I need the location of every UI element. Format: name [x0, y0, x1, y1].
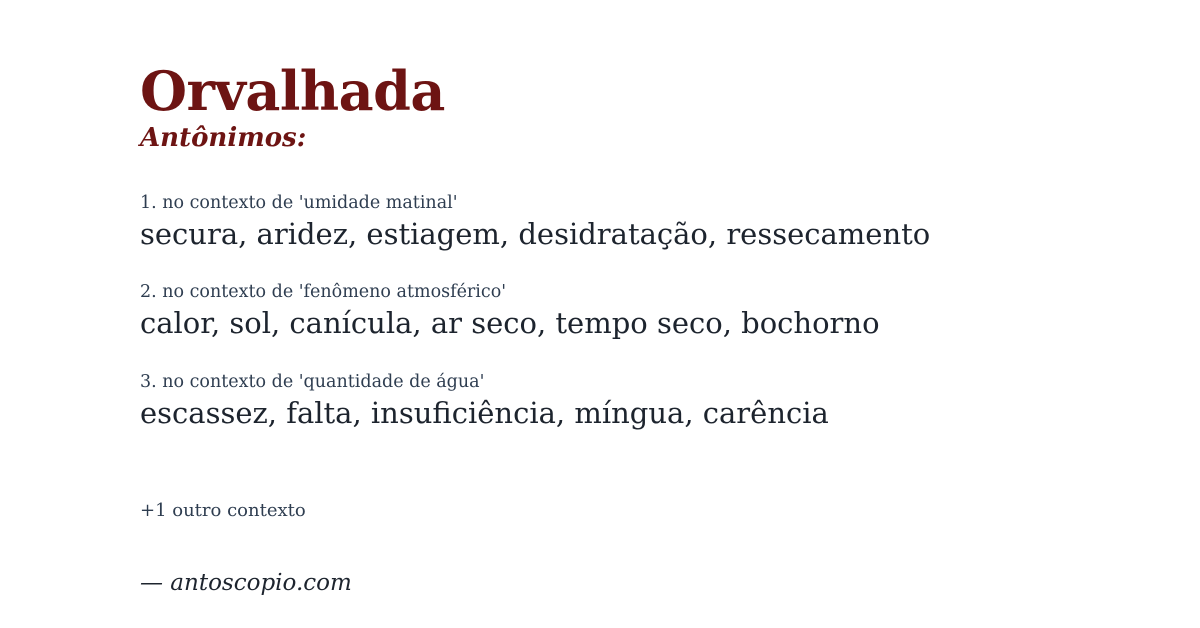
antonyms-heading: Antônimos:: [140, 123, 307, 153]
context-item-2: [140, 282, 1120, 341]
page-title: Orvalhada: [140, 59, 445, 123]
more-contexts-link[interactable]: +1 outro contexto: [140, 499, 306, 521]
context-item-3: [140, 372, 1120, 431]
contexts-list: [140, 193, 1120, 431]
context-item-1: [140, 193, 1120, 252]
context-antonyms: secura, aridez, estiagem, desidratação, ressecamento: [140, 216, 931, 251]
context-label: 1. no contexto de 'umidade matinal': [140, 192, 458, 213]
context-antonyms: calor, sol, canícula, ar seco, tempo seco, bochorno: [140, 306, 880, 341]
attribution: — antoscopio.com: [140, 569, 352, 596]
context-antonyms: escassez, falta, insuficiência, míngua, carência: [140, 396, 829, 431]
context-label: 3. no contexto de 'quantidade de água': [140, 372, 485, 393]
context-label: 2. no contexto de 'fenômeno atmosférico': [140, 282, 507, 303]
